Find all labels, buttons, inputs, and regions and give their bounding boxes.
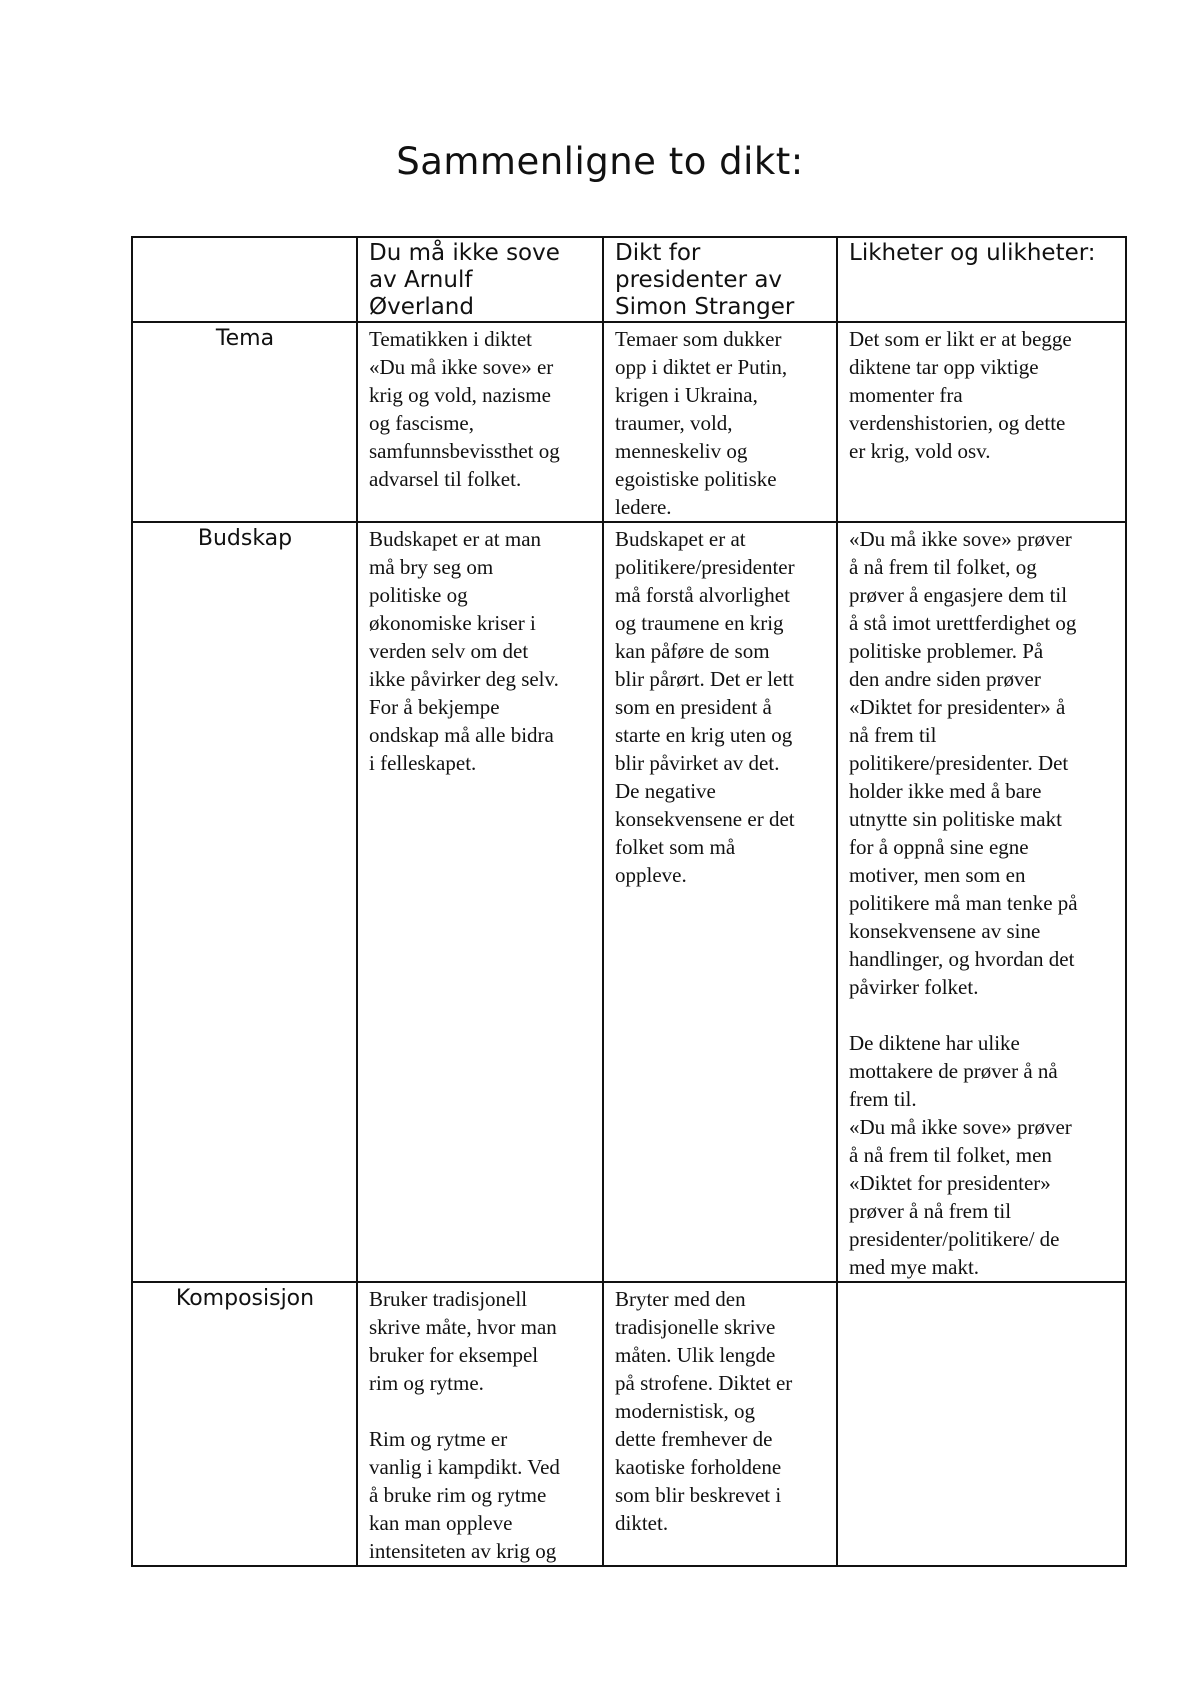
- table-cell: [357, 1282, 603, 1566]
- header-poem-1-label: Du må ikke sove av Arnulf Øverland: [369, 240, 560, 320]
- header-cell-poem-1: [357, 237, 603, 322]
- header-comparison-label: Likheter og ulikheter:: [849, 240, 1096, 266]
- header-poem-2-label: Dikt for presidenter av Simon Stranger: [615, 240, 795, 320]
- tema-poem-1-text: Tematikken i diktet «Du må ikke sove» er krig og vold, nazisme og fascisme, samfunnsbevissthet og advarsel til folket.: [369, 327, 560, 491]
- table-cell: [837, 1282, 1126, 1566]
- budskap-poem-1-text: Budskapet er at man må bry seg om politiske og økonomiske kriser i verden selv om det ikke påvirker deg selv. For å bekjempe ondskap må alle bidra i felleskapet.: [369, 527, 559, 775]
- header-cell-empty: [132, 237, 357, 322]
- row-label-komposisjon: Komposisjon: [175, 1286, 315, 1311]
- table-row-budskap: [132, 522, 1126, 1282]
- budskap-comparison-text: «Du må ikke sove» prøver å nå frem til folket, og prøver å engasjere dem til å stå imot urettferdighet og politiske problemer. På den andre siden prøver «Diktet for presidenter» å nå frem til politikere/presidenter. Det holder ikke med å bare utnytte sin politiske makt for å oppnå sine egne motiver, men som en politikere må man tenke på konsekvensene av sine handlinger, og hvordan det påvirker folket. De diktene har ulike mottakere de prøver å nå frem til. «Du må ikke sove» prøver å nå frem til folket, men «Diktet for presidenter» prøver å nå frem til presidenter/politikere/ de med mye makt.: [849, 527, 1078, 1279]
- comparison-table: [131, 236, 1127, 1567]
- table-cell: [603, 322, 837, 522]
- row-label-tema: Tema: [215, 326, 275, 351]
- tema-comparison-text: Det som er likt er at begge diktene tar opp viktige momenter fra verdenshistorien, og dette er krig, vold osv.: [849, 327, 1072, 463]
- budskap-poem-2-text: Budskapet er at politikere/presidenter må forstå alvorlighet og traumene en krig kan påføre de som blir pårørt. Det er lett som en president å starte en krig uten og blir påvirket av det. De negative konsekvensene er det folket som må oppleve.: [615, 527, 795, 887]
- table-cell: [837, 522, 1126, 1282]
- table-cell: [603, 522, 837, 1282]
- table-row-komposisjon: [132, 1282, 1126, 1566]
- row-label-budskap: Budskap: [197, 526, 293, 551]
- row-label-cell: [132, 322, 357, 522]
- table-cell: [357, 322, 603, 522]
- table-cell: [603, 1282, 837, 1566]
- komposisjon-poem-2-text: Bryter med den tradisjonelle skrive måten. Ulik lengde på strofene. Diktet er modernistisk, og dette fremhever de kaotiske forholdene som blir beskrevet i diktet.: [615, 1287, 793, 1535]
- row-label-cell: [132, 522, 357, 1282]
- row-label-cell: [132, 1282, 357, 1566]
- tema-poem-2-text: Temaer som dukker opp i diktet er Putin, krigen i Ukraina, traumer, vold, menneskeliv og egoistiske politiske ledere.: [615, 327, 788, 519]
- komposisjon-poem-1-text: Bruker tradisjonell skrive måte, hvor man bruker for eksempel rim og rytme. Rim og rytme er vanlig i kampdikt. Ved å bruke rim og rytme kan man oppleve intensiteten av krig og: [369, 1287, 560, 1563]
- header-cell-comparison: [837, 237, 1126, 322]
- table-cell: [357, 522, 603, 1282]
- page-title: Sammenligne to dikt:: [396, 140, 804, 183]
- header-cell-poem-2: [603, 237, 837, 322]
- table-header-row: [132, 237, 1126, 322]
- table-row-tema: [132, 322, 1126, 522]
- table-cell: [837, 322, 1126, 522]
